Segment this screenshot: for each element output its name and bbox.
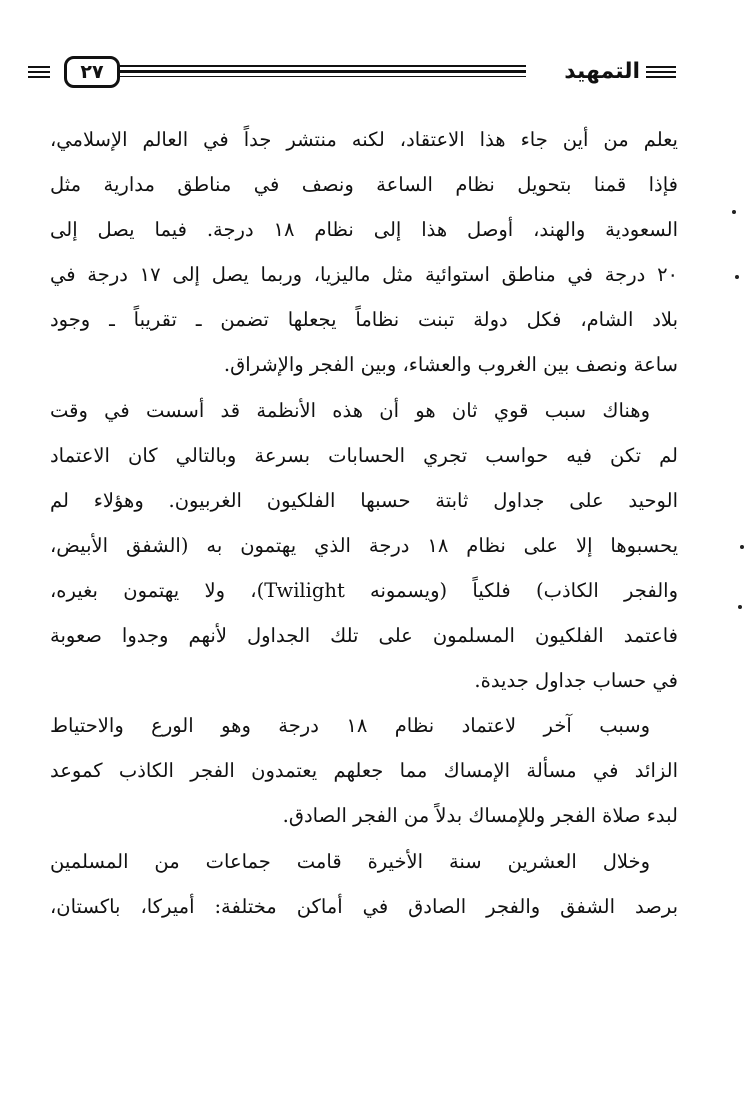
scan-speck [732,210,736,214]
text-line: والفجر الكاذب) فلكياً (ويسمونه Twilight)، ولا يهتمون بغيره، [50,578,678,602]
scan-speck [738,605,742,609]
text-line: ساعة ونصف بين الغروب والعشاء، وبين الفجر والإشراق. [223,353,678,377]
text-line: يعلم من أين جاء هذا الاعتقاد، لكنه منتشر جداً في العالم الإسلامي، [50,128,678,151]
text-line: فاعتمد الفلكيون المسلمون على تلك الجداول لأنهم وجدوا صعوبة [50,624,678,648]
text-line: بلاد الشام، فكل دولة تبنت نظاماً يجعلها تضمن ـ تقريباً ـ وجود [50,308,678,332]
page-number: ٢٧ [64,56,120,88]
text-line: في حساب جداول جديدة. [474,669,678,693]
text-line: الوحيد على جداول ثابتة حسبها الفلكيون الغربيون. وهؤلاء لم [50,488,678,512]
header-right-ornament [646,66,676,78]
text-line: فإذا قمنا بتحويل نظام الساعة ونصف في مناطق مدارية مثل [50,173,678,197]
text-line: برصد الشفق والفجر الصادق في أماكن مختلفة: أميركا، باكستان، [50,894,678,918]
text-line: وخلال العشرين سنة الأخيرة قامت جماعات من المسلمين [50,849,650,873]
scan-speck [740,545,744,549]
text-line: الزائد في مسألة الإمساك مما جعلهم يعتمدون الفجر الكاذب كموعد [50,759,678,783]
chapter-title: التمهيد [564,59,640,84]
text-line: لم تكن فيه حواسب تجري الحسابات بسرعة وبالتالي كان الاعتماد [50,443,678,467]
page-header [28,52,676,102]
text-line: السعودية والهند، أوصل هذا إلى نظام ١٨ درجة. فيما يصل إلى [50,218,678,242]
text-line: يحسبوها إلا على نظام ١٨ درجة الذي يهتمون به (الشفق الأبيض، [50,533,678,557]
scan-speck [735,275,739,279]
text-line: ٢٠ درجة في مناطق استوائية مثل ماليزيا، وربما يصل إلى ١٧ درجة في [50,263,678,287]
text-line: وسبب آخر لاعتماد نظام ١٨ درجة وهو الورع والاحتياط [50,714,651,738]
text-line: لبدء صلاة الفجر وللإمساك بدلاً من الفجر الصادق. [282,804,678,828]
header-left-ornament [28,66,50,78]
body-text [50,117,678,929]
header-rule [118,65,526,79]
text-line: وهناك سبب قوي ثان هو أن هذه الأنظمة قد أسست في وقت [50,398,650,422]
